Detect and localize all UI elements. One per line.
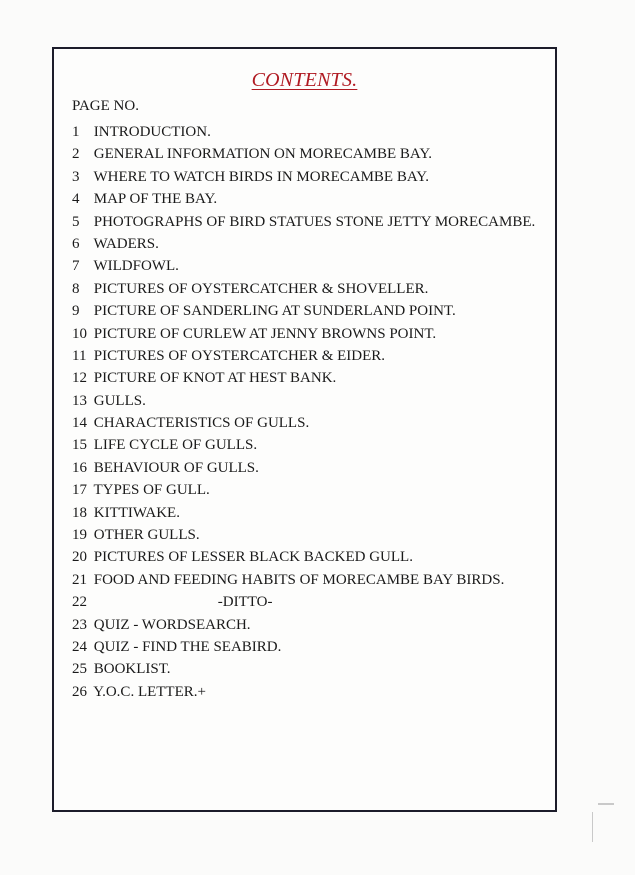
contents-entry [72,300,535,322]
entry-page-number: 20 [72,549,87,566]
contents-entry [72,412,535,434]
contents-entry [72,591,535,613]
contents-entry [72,524,535,546]
contents-list [72,121,535,703]
entry-title: Y.O.C. LETTER.+ [93,683,206,700]
entry-title: KITTIWAKE. [93,504,180,521]
entry-page-number: 16 [72,459,87,476]
entry-title: BOOKLIST. [93,661,171,678]
contents-entry [72,166,535,188]
entry-title: GULLS. [93,392,146,409]
entry-page-number: 2 [72,146,80,163]
contents-entry [72,211,535,233]
contents-entry [72,569,535,591]
entry-page-number: 19 [72,527,87,544]
entry-title: BEHAVIOUR OF GULLS. [93,459,259,476]
entry-page-number: 11 [72,347,87,364]
contents-entry [72,636,535,658]
scan-mark [598,803,614,805]
contents-entry [72,390,535,412]
entry-title: PICTURES OF LESSER BLACK BACKED GULL. [93,549,413,566]
entry-title: PICTURE OF CURLEW AT JENNY BROWNS POINT. [93,325,437,342]
entry-page-number: 3 [72,168,80,185]
contents-entry [72,233,535,255]
contents-entry [72,367,535,389]
entry-page-number: 13 [72,392,87,409]
contents-entry [72,546,535,568]
entry-title: CHARACTERISTICS OF GULLS. [93,415,310,432]
entry-title: QUIZ - FIND THE SEABIRD. [93,638,282,655]
entry-title: INTRODUCTION. [93,124,211,140]
entry-page-number: 17 [72,482,87,499]
entry-page-number: 4 [72,191,80,208]
page-no-label: PAGE NO. [72,98,139,114]
entry-page-number: 23 [72,616,87,633]
entry-title: PICTURES OF OYSTERCATCHER & EIDER. [93,347,386,364]
entry-title: PICTURE OF SANDERLING AT SUNDERLAND POINT. [93,303,456,320]
entry-page-number: 7 [72,258,80,275]
entry-title: QUIZ - WORDSEARCH. [93,616,251,633]
entry-title: WHERE TO WATCH BIRDS IN MORECAMBE BAY. [93,168,429,185]
entry-page-number: 24 [72,638,87,655]
contents-title: CONTENTS. [251,69,358,91]
entry-title: LIFE CYCLE OF GULLS. [93,437,258,454]
contents-entry [72,143,535,165]
contents-entry [72,502,535,524]
entry-title: WILDFOWL. [93,258,179,275]
entry-page-number: 26 [72,683,87,700]
entry-page-number: 8 [72,280,80,297]
contents-entry [72,614,535,636]
entry-title: PHOTOGRAPHS OF BIRD STATUES STONE JETTY MORECAMBE. [93,213,536,230]
entry-title: FOOD AND FEEDING HABITS OF MORECAMBE BAY BIRDS. [93,571,505,588]
entry-page-number: 22 [72,594,87,611]
entry-page-number: 5 [72,213,80,230]
contents-entry [72,457,535,479]
contents-entry [72,188,535,210]
scan-mark [592,812,593,842]
entry-title: -DITTO- [217,594,273,611]
contents-entry [72,681,535,703]
entry-page-number: 6 [72,235,80,252]
entry-page-number: 15 [72,437,87,454]
contents-entry [72,434,535,456]
entry-page-number: 21 [72,571,87,588]
entry-title: PICTURE OF KNOT AT HEST BANK. [93,370,337,387]
contents-entry [72,345,535,367]
page-border [52,47,557,812]
entry-page-number: 18 [72,504,87,521]
contents-entry [72,479,535,501]
entry-title: GENERAL INFORMATION ON MORECAMBE BAY. [93,146,432,163]
entry-page-number: 10 [72,325,87,342]
entry-page-number: 14 [72,415,87,432]
entry-title: MAP OF THE BAY. [93,191,218,208]
entry-title: PICTURES OF OYSTERCATCHER & SHOVELLER. [93,280,429,297]
entry-page-number: 12 [72,370,87,387]
entry-title: WADERS. [93,235,159,252]
contents-entry [72,121,535,143]
contents-entry [72,658,535,680]
contents-entry [72,323,535,345]
entry-page-number: 1 [72,124,80,140]
entry-title: OTHER GULLS. [93,527,200,544]
entry-title: TYPES OF GULL. [93,482,210,499]
contents-entry [72,278,535,300]
contents-entry [72,255,535,277]
entry-page-number: 25 [72,661,87,678]
entry-page-number: 9 [72,303,80,320]
